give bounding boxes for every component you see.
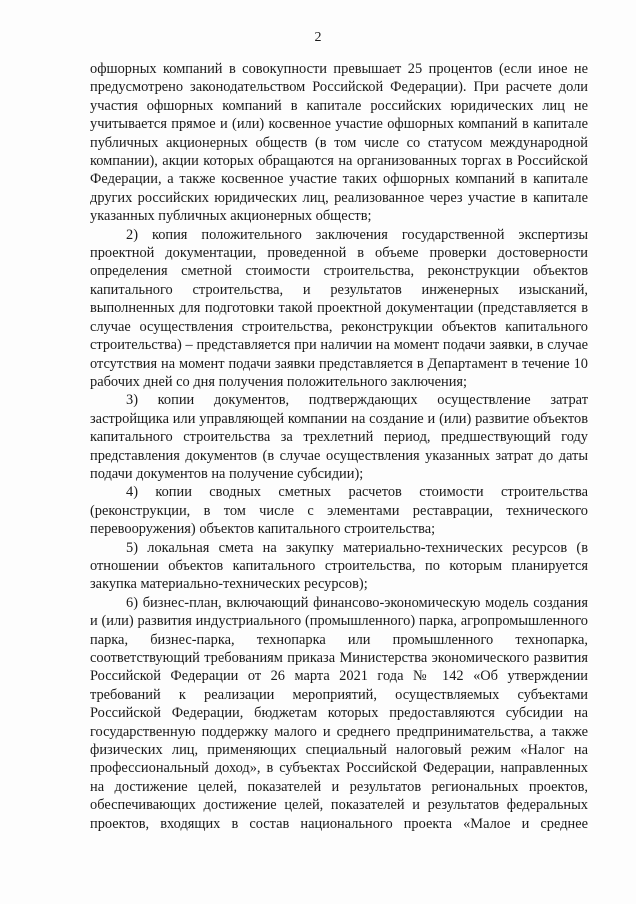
- paragraph-continuation: офшорных компаний в совокупности превышает 25 процентов (если иное не предусмотрено законодательством Российской Федерации). При расчете доли участия офшорных компаний в капитале российских юридических лиц не учитывается прямое и (или) косвенное участие офшорных компаний в капитале публичных акционерных обществ (в том числе со статусом международной компании), акции которых обращаются на организованных торгах в Российской Федерации, а также косвенное участие таких офшорных компаний в капитале других российских юридических лиц, реализованное через участие в капитале указанных публичных акционерных обществ;: [90, 61, 588, 225]
- paragraph-item-3: 3) копии документов, подтверждающих осуществление затрат застройщика или управляющей компании на создание и (или) развитие объектов капитального строительства за трехлетний период, предшествующий году представления документов (в случае осуществления указанных затрат до даты подачи документов на получение субсидии);: [90, 392, 588, 482]
- page-number: 2: [314, 30, 322, 45]
- paragraph-item-5: 5) локальная смета на закупку материально-технических ресурсов (в отношении объектов капитального строительства, по которым планируется закупка материально-технических ресурсов);: [90, 539, 588, 593]
- body-text: [90, 60, 588, 833]
- paragraph-item-2: 2) копия положительного заключения государственной экспертизы проектной документации, проведенной в объеме проверки достоверности определения сметной стоимости строительства, реконструкции объектов капитального строительства, и результатов инженерных изысканий, выполненных для подготовки такой проектной документации (представляется в случае осуществления строительства, реконструкции объектов капитального строительства) – представляется при наличии на момент подачи заявки, в случае отсутствия на момент подачи заявки представляется в Департамент в течение 10 рабочих дней со дня получения положительного заключения;: [90, 226, 588, 390]
- paragraph-item-4: 4) копии сводных сметных расчетов стоимости строительства (реконструкции, в том числе с элементами реставрации, технического перевооружения) объектов капитального строительства;: [90, 484, 588, 538]
- paragraph-item-6: 6) бизнес-план, включающий финансово-экономическую модель создания и (или) развития индустриального (промышленного) парка, агропромышленного парка, бизнес-парка, технопарка или промышленного технопарка, соответствующий требованиям приказа Министерства экономического развития Российской Федерации от 26 марта 2021 года № 142 «Об утверждении требований к реализации мероприятий, осуществляемых субъектами Российской Федерации, бюджетам которых предоставляются субсидии на государственную поддержку малого и среднего предпринимательства, а также физических лиц, применяющих специальный налоговый режим «Налог на профессиональный доход», в субъектах Российской Федерации, направленных на достижение целей, показателей и результатов региональных проектов, обеспечивающих достижение целей, показателей и результатов федеральных проектов, входящих в состав национального проекта «Малое и среднее: [90, 594, 588, 832]
